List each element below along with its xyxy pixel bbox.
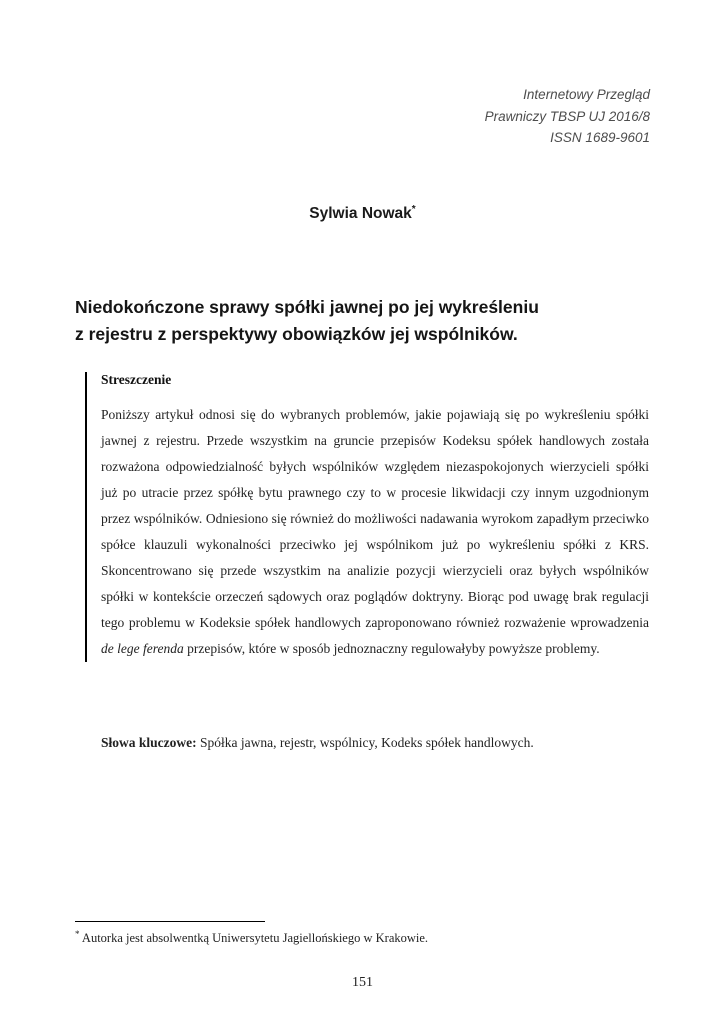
keywords-label: Słowa kluczowe: <box>101 735 197 750</box>
abstract-italic-phrase: de lege ferenda <box>101 641 184 657</box>
keywords-text: Spółka jawna, rejestr, wspólnicy, Kodeks spółek handlowych. <box>196 735 534 750</box>
journal-header-line-1: Internetowy Przegląd <box>523 87 650 102</box>
paper-title-line-1: Niedokończone sprawy spółki jawnej po jej wykreśleniu <box>75 297 539 317</box>
page-number: 151 <box>352 975 373 990</box>
journal-header-line-2: Prawniczy TBSP UJ 2016/8 <box>484 108 650 124</box>
paper-title <box>75 294 655 348</box>
journal-header-line-3: ISSN 1689-9601 <box>550 130 650 146</box>
abstract-text-after: przepisów, które w sposób jednoznaczny regulowałyby powyższe problemy. <box>183 641 600 657</box>
footnote <box>75 928 650 946</box>
abstract-text-before: Poniższy artykuł odnosi się do wybranych problemów, jakie pojawiają się po wykreśleniu spółki jawnej z rejestru. Przede wszystkim na gruncie przepisów Kodeksu spółek handlowych została rozważona odpowiedzialność byłych wspólników względem niezaspokojonych wierzycieli spółki już po utracie przez spółkę bytu prawnego czy to w procesie likwidacji czy innym uzgodnionym przez wspólników. Odniesiono się również do możliwości nadawania wyrokom zapadłym przeciwko spółce klauzuli wykonalności przeciwko jej wspólnikom już po wykreśleniu spółki z KRS. Skoncentrowano się przede wszystkim na analizie pozycji wierzycieli oraz byłych wspólników spółki w kontekście orzeczeń sądowych oraz poglądów doktryny. Biorąc pod uwagę brak regulacji tego problemu w Kodeksie spółek handlowych zaproponowano również rozważenie wprowadzenia <box>101 407 649 631</box>
journal-header <box>485 84 650 149</box>
abstract-section <box>85 372 649 662</box>
abstract-heading: Streszczenie <box>101 372 172 387</box>
abstract-text <box>101 402 649 662</box>
author-footnote-mark: * <box>411 203 416 215</box>
keywords-line <box>101 735 649 751</box>
author-name: Sylwia Nowak <box>309 205 412 222</box>
footnote-text: Autorka jest absolwentką Uniwersytetu Jagiellońskiego w Krakowie. <box>79 931 429 945</box>
footnote-mark: * <box>75 928 80 939</box>
footnote-separator <box>75 921 265 922</box>
author-line <box>0 205 725 223</box>
paper-title-line-2: z rejestru z perspektywy obowiązków jej wspólników. <box>75 324 518 345</box>
